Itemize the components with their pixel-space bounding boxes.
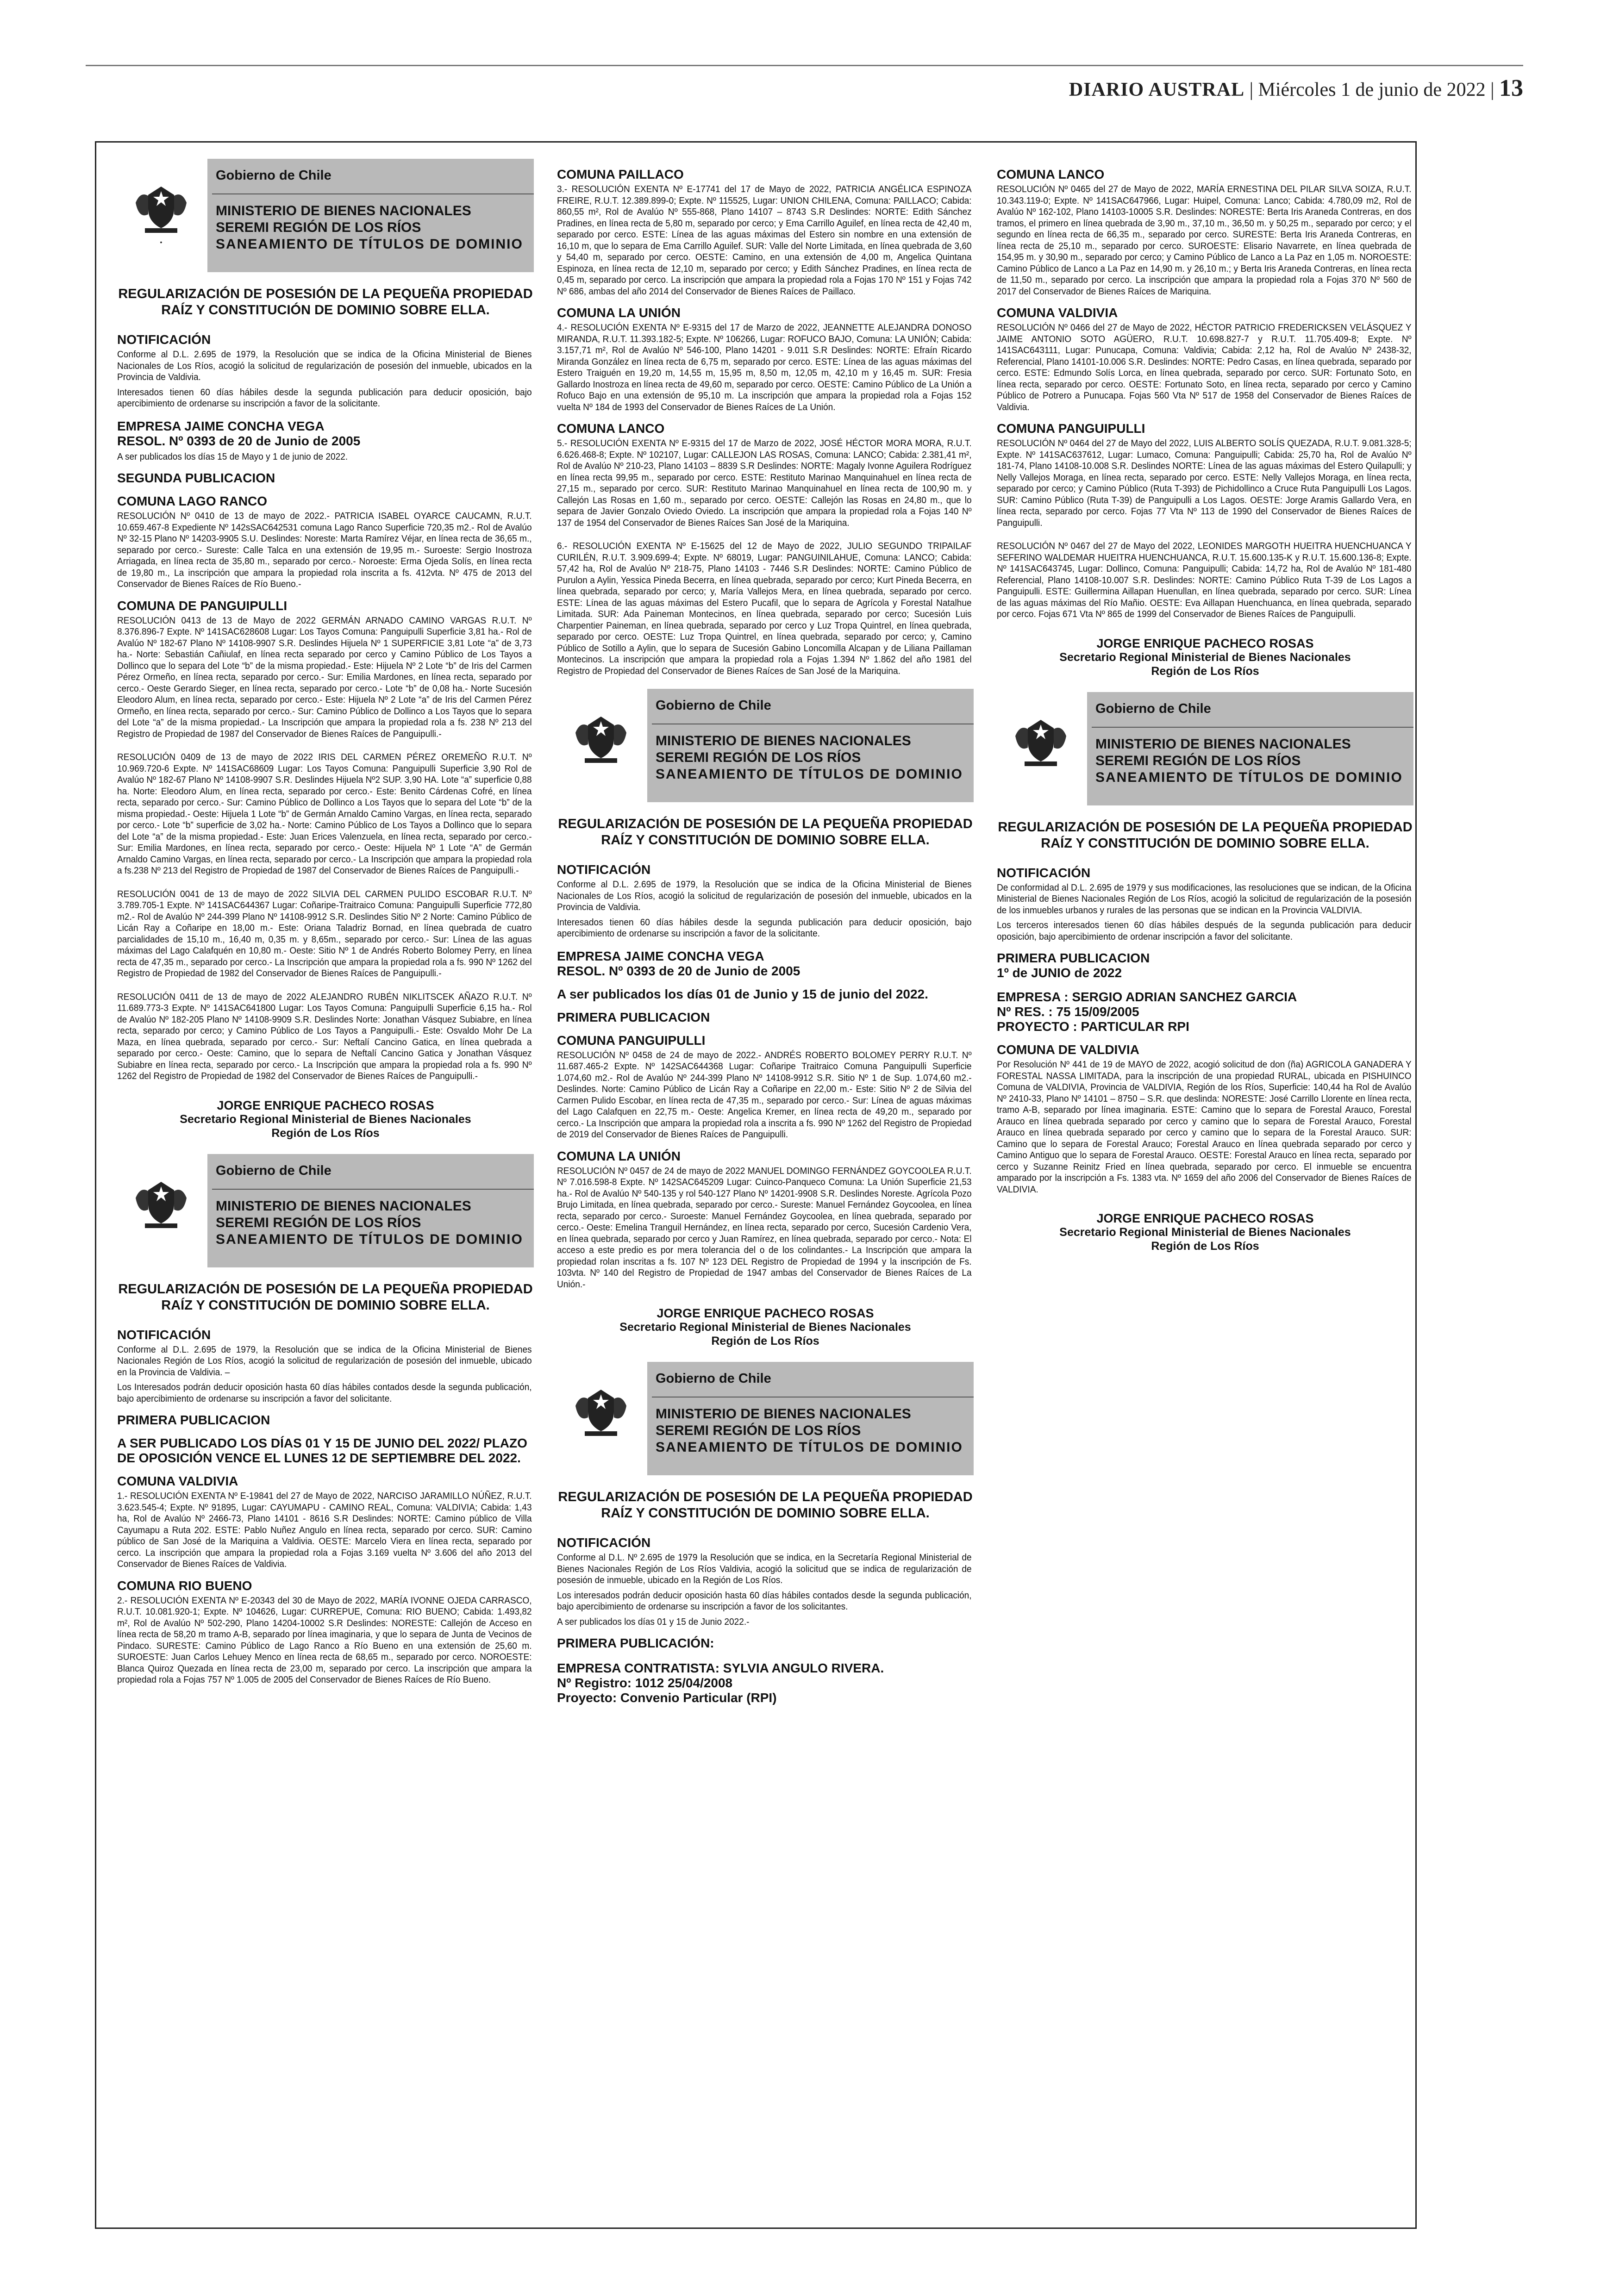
resolution-text: RESOLUCIÓN Nº 0464 del 27 de Mayo del 2022, LUIS ALBERTO SOLÍS QUEZADA, R.U.T. 9.081.328-5; Expte. Nº 141SAC637612, Lugar: Lumaco, Comuna: Panguipulli; Cabida: 25,70 ha, Rol de Avalúo Nº 181-74, Plano 14108-10.008 S.R. Deslindes NORTE: Línea de las aguas máximas del Estero Quilapulli; y Nelly Vallejos Moraga, en línea recta, separado por cerco. ESTE: Nelly Vallejos Moraga, en línea recta, separado por cerco; y Camino Público (Ruta T-393) de Pichidollinco a Cruce Ruta Panguipulli Los Lagos. SUR: Camino Público (Ruta T-39) de Panguipulli a Los Lagos. OESTE: Jorge Aramis Gallardo Vera, en línea recta, separado por cerco. Fojas 77 Vta Nº 113 de 1990 del Conservador de Bienes Raíces de Panguipulli.: [997, 438, 1412, 528]
gov-label: Gobierno de Chile: [216, 168, 331, 183]
notificacion-heading: NOTIFICACIÓN: [557, 862, 651, 877]
notificacion-heading: NOTIFICACIÓN: [997, 865, 1091, 880]
notice-intro-2: Los Interesados podrán deducir oposición hasta 60 días hábiles contados desde la segunda publicación, bajo apercibimiento de ordenarse su inscripción a favor del solicitante.: [117, 1382, 532, 1404]
comuna-heading: COMUNA PAILLACO: [557, 167, 684, 181]
resolution-text: 5.- RESOLUCIÓN EXENTA Nº E-9315 del 17 de Marzo de 2022, JOSÉ HÉCTOR MORA MORA, R.U.T. 6.626.468-8; Expte. Nº 102107, Lugar: CALLEJON LAS ROSAS, Comuna: LANCO; Cabida: 2.381,41 m², Rol de Avalúo Nº 210-23, Plano 14103 – 8839 S.R Deslindes: NORTE: Magaly Ivonne Aguilera Rodríguez en línea recta 99,95 m., separado por cerco. ESTE: Restituto Marinao Manquinahuel en línea recta de 27,15 m., separado por cerco. SUR: Restituto Marinao Manquinahuel en línea recta de 100,90 m. y Callejón Las Rosas en 1,60 m., separado por cerco. OESTE: Callejón las Rosas en 24,80 m., que lo separa de Javier Gonzalo Oviedo Oviedo. La inscripción que ampara la propiedad rola a Fojas 140 Nº 137 de 1954 del Conservador de Bienes Raíces San José de la Mariquina.: [557, 438, 972, 528]
publication-dates: A ser publicados los días 15 de Mayo y 1 de junio de 2022.: [117, 451, 348, 462]
notice-intro-2: Interesados tienen 60 días hábiles desde la segunda publicación para deducir oposición, bajo apercibimiento de ordenarse su inscripción a favor de la solicitante.: [117, 387, 532, 409]
notice-title: REGULARIZACIÓN DE POSESIÓN DE LA PEQUEÑA PROPIEDAD RAÍZ Y CONSTITUCIÓN DE DOMINIO SOBRE ELLA.: [558, 1490, 973, 1521]
notificacion-heading: NOTIFICACIÓN: [117, 332, 211, 347]
comuna-heading: COMUNA LANCO: [997, 167, 1105, 181]
resolution-text: 1.- RESOLUCIÓN EXENTA Nº E-19841 del 27 de Mayo de 2022, NARCISO JARAMILLO NÚÑEZ, R.U.T. 3.623.545-4; Expte. Nº 91895, Lugar: CAYUMAPU - CAMINO REAL, Comuna: VALDIVIA; Cabida: 1,43 ha, Rol de Avalúo Nº 2466-73, Plano 14101 - 8616 S.R Deslindes: NORTE: Camino público de Villa Cayumapu a Ruta 202. ESTE: Pablo Nuñez Angulo en línea recta, separado por cerco. SUR: Camino público de San José de la Mariquina a Valdivia. OESTE: Marcelo Viera en línea recta, separado por cerco. La inscripción que ampara la propiedad rola a Fojas 3.169 vuelta Nº 3.606 del año 2013 del Conservador de Bienes Raíces de Valdivia.: [117, 1491, 532, 1569]
column-3: [997, 159, 1413, 1267]
comuna-heading: COMUNA VALDIVIA: [117, 1474, 238, 1488]
resolution-text: RESOLUCIÓN Nº 0465 del 27 de Mayo de 2022, MARÍA ERNESTINA DEL PILAR SILVA SOIZA, R.U.T. 10.343.119-0; Expte. Nº 141SAC647966, Lugar: Huipel, Comuna: Lanco; Cabida: 4.780,09 m2, Rol de Avalúo Nº 162-102, Plano 14103-10005 S.R. Deslindes: NORESTE: Berta Iris Araneda Contreras, en dos tramos, el primero en línea quebrada de 3,90 m., 37,10 m., 36,50 m. y 50,25 m., separado por cerco; y el segundo en línea recta de 66,35 m., separado por cerco. SURESTE: Berta Iris Araneda Contreras, en línea recta de 25,10 m., separado por cerco. SUROESTE: Elisario Navarrete, en línea quebrada de 154,95 m. y 30,90 m., separado por cerco; y Camino Público de Lanco a La Paz en 1,05 m. NOROESTE: Camino Público de Lanco a La Paz en 14,90 m. y 26,10 m.; y Berta Iris Araneda Contreras, en línea recta de 11,50 m., separado por cerco. La inscripción que ampara la propiedad rola a Fojas 370 Nº 560 de 2017 del Conservador de Bienes Raíces de Mariquina.: [997, 184, 1412, 297]
publication-type: SEGUNDA PUBLICACION: [117, 471, 275, 485]
signature-block: JORGE ENRIQUE PACHECO ROSAS Secretario Regional Ministerial de Bienes Nacionales Región de Los Ríos: [1059, 1211, 1351, 1253]
chile-coat-of-arms-icon: [557, 689, 645, 802]
empresa-label: EMPRESA JAIME CONCHA VEGA RESOL. Nº 0393 de 20 de Junio de 2005: [557, 948, 800, 978]
comuna-heading: COMUNA DE PANGUIPULLI: [117, 598, 288, 613]
gov-label: Gobierno de Chile: [656, 1371, 771, 1386]
notice-title: REGULARIZACIÓN DE POSESIÓN DE LA PEQUEÑA PROPIEDAD RAÍZ Y CONSTITUCIÓN DE DOMINIO SOBRE ELLA.: [118, 287, 533, 318]
resolution-text: RESOLUCIÓN Nº 0410 de 13 de mayo de 2022.- PATRICIA ISABEL OYARCE CAUCAMN, R.U.T. 10.659.467-8 Expediente Nº 142sSAC642531 comuna Lago Ranco Superficie 720,35 m2.- Rol de Avalúo Nº 32-15 Plano Nº 14203-9905 S.U. Deslindes: Noreste: Marta Ramírez Véjar, en línea recta de 36,65 m., separado por cerco.- Sureste: Calle Talca en una extensión de 19,95 m.- Suroeste: Sergio Inostroza Arriagada, en línea recta de 35,80 m., separado por cerco.- Noroeste: Erma Ojeda Solís, en línea recta de 19,80 m., La inscripción que ampara la propiedad rola inscrita a fs. 412vta. Nº 475 de 2013 del Conservador de Bienes Raíces de Río Bueno.-: [117, 511, 532, 589]
resolution-text: 4.- RESOLUCIÓN EXENTA Nº E-9315 del 17 de Marzo de 2022, JEANNETTE ALEJANDRA DONOSO MIRANDA, R.U.T. 11.393.182-5; Expte. Nº 106266, Lugar: ROFUCO BAJO, Comuna: LA UNIÓN; Cabida: 3.157,71 m², Rol de Avalúo Nº 546-100, Plano 14201 - 9.011 S.R Deslindes: NORTE: Efraín Ricardo Miranda González en línea recta de 6,75 m, separado por cerco. ESTE: Línea de las aguas máximas del Estero Traiguén en 19,20 m, 14,55 m, 15,95 m, 8,50 m, 12,05 m, 42,10 m y 16,45 m. SUR: Fresia Gallardo Inostroza en línea recta de 49,60 m, separado por cerco. OESTE: Camino Público de La Unión a Rofuco Bajo en una extensión de 95,10 m. La inscripción que ampara la propiedad rola a Fojas 152 vuelta Nº 184 de 1993 del Conservador de Bienes Raíces de La Unión.: [557, 322, 972, 412]
publication-type: PRIMERA PUBLICACION: [117, 1413, 270, 1427]
signature-block: JORGE ENRIQUE PACHECO ROSAS Secretario Regional Ministerial de Bienes Nacionales Región de Los Ríos: [180, 1098, 471, 1140]
publication-type: PRIMERA PUBLICACION 1º de JUNIO de 2022: [997, 951, 1150, 980]
signature-block: JORGE ENRIQUE PACHECO ROSAS Secretario Regional Ministerial de Bienes Nacionales Región de Los Ríos: [619, 1306, 911, 1348]
opposition-deadline: A SER PUBLICADO LOS DÍAS 01 Y 15 DE JUNIO DEL 2022/ PLAZO DE OPOSICIÓN VENCE EL LUNES 12 DE SEPTIEMBRE DEL 2022.: [117, 1436, 527, 1465]
notice-header: [117, 1154, 534, 1267]
signature-block: JORGE ENRIQUE PACHECO ROSAS Secretario Regional Ministerial de Bienes Nacionales Región de Los Ríos: [1059, 636, 1351, 678]
notice-header: [557, 1362, 974, 1475]
header-rule: [212, 193, 534, 194]
notice-title: REGULARIZACIÓN DE POSESIÓN DE LA PEQUEÑA PROPIEDAD RAÍZ Y CONSTITUCIÓN DE DOMINIO SOBRE ELLA.: [118, 1281, 533, 1313]
comuna-heading: COMUNA PANGUIPULLI: [557, 1033, 706, 1048]
publication-type: PRIMERA PUBLICACION: [557, 1010, 710, 1024]
publication-dates: A ser publicados los días 01 y 15 de Junio 2022.-: [557, 1616, 750, 1627]
resolution-text: RESOLUCIÓN Nº 0466 del 27 de Mayo de 2022, HÉCTOR PATRICIO FREDERICKSEN VELÁSQUEZ Y JAIME ANTONIO SOTO AGÜERO, R.U.T. 10.698.827-7 y R.U.T. 11.705.409-8; Expte. Nº 141SAC643111, Lugar: Punucapa, Comuna: Valdivia; Cabida: 2,12 ha, Rol de Avalúo Nº 2438-32, Referencial, Plano 14101-10.006 S.R. Deslindes: NORTE: Pedro Casas, en línea quebrada, separado por cerco. ESTE: Edmundo Solís Lorca, en línea quebrada, separado por cerco. SUR: Fortunato Soto, en línea recta, separado por cerco. OESTE: Fortunato Soto, en línea recta, separado por cerco y Camino Público de Potrero a Punucapa. Fojas 560 Vta Nº 517 de 1958 del Conservador de Bienes Raíces de Valdivia.: [997, 322, 1412, 412]
ministry-label: MINISTERIO DE BIENES NACIONALES SEREMI REGIÓN DE LOS RÍOS: [1095, 736, 1351, 768]
notice-intro: De conformidad al D.L. 2.695 de 1979 y sus modificaciones, las resoluciones que se indican, de la Oficina Ministerial de Bienes Nacionales Región de Los Ríos, acogió la solicitud de regularización de la posesión de los inmuebles urbanos y rurales de las personas que se indican en la Provincia VALDIVIA.: [997, 882, 1412, 916]
contractor-info: EMPRESA CONTRATISTA: SYLVIA ANGULO RIVERA. Nº Registro: 1012 25/04/2008 Proyecto: Convenio Particular (RPI): [557, 1661, 884, 1705]
notice-intro: Conforme al D.L. Nº 2.695 de 1979 la Resolución que se indica, en la Secretaría Regional Ministerial de Bienes Nacionales Región de Los Ríos Valdivia, acogió la solicitud que se indica de regularización de posesión de inmueble, ubicado en la Región de Los Ríos.: [557, 1552, 972, 1585]
resolution-text: 2.- RESOLUCIÓN EXENTA Nº E-20343 del 30 de Mayo de 2022, MARÍA IVONNE OJEDA CARRASCO, R.U.T. 10.081.920-1; Expte. Nº 104626, Lugar: CURREPUE, Comuna: RIO BUENO; Cabida: 1.493,82 m², Rol de Avalúo Nº 502-290, Plano 14204-10002 S.R Deslindes: NORESTE: Callejón de Acceso en línea recta de 58,20 m tramo A-B, separado por línea imaginaria, y que lo separa de Junta de Vecinos de Pindaco. SURESTE: Camino Público de Lago Ranco a Río Bueno en una extensión de 25,60 m. SUROESTE: Juan Carlos Lehuey Menco en línea recta de 68,65 m., separado por cerco. NOROESTE: Blanca Quiroz Quezada en línea recta de 23,00 m, separado por cerco. La inscripción que ampara la propiedad rola a Fojas 757 Nº 1.005 de 2005 del Conservador de Bienes Raíces de Río Bueno.: [117, 1595, 532, 1685]
notice-intro-2: Interesados tienen 60 días hábiles desde la segunda publicación para deducir oposición, bajo apercibimiento de ordenarse su inscripción a favor de la solicitante.: [557, 917, 972, 939]
resolution-text: RESOLUCIÓN Nº 0457 de 24 de mayo de 2022 MANUEL DOMINGO FERNÁNDEZ GOYCOOLEA R.U.T. Nº 7.016.598-8 Expte. Nº 142SAC645209 Lugar: Cuinco-Panqueco Comuna: La Unión Superficie 21,53 ha.- Rol de Avalúo Nº 540-135 y rol 540-127 Plano Nº 14201-9908 S.R. Deslindes Noreste. Agrícola Pozo Brujo Limitada, en línea quebrada, separado por cerco.- Sureste: Manuel Fernández Goycoolea, en línea recta, separado por cerco.- Suroeste: Manuel Fernández Goycoolea, en línea quebrada, separado por cerco.- Oeste: Emelina Tranguil Hernández, en línea recta, separado por cerco, Sucesión Cardenio Vera, en línea quebrada, separado por cerco y Juan Ramírez, en línea quebrada, separado por cerco.- Nota: El acceso a este predio es por mera tolerancia del o de los colindantes.- La Inscripción que ampara la propiedad rolan inscritas a fs. 107 Nº 123 DEL Registro de Propiedad de 1994 y la inscripción de Fs. 103vta. Nº 140 del Registro de Propiedad de 1947 ambas del Conservador de Bienes Raíces de La Unión.-: [557, 1165, 972, 1290]
empresa-label: EMPRESA : SERGIO ADRIAN SANCHEZ GARCIA Nº RES. : 75 15/09/2005 PROYECTO : PARTICULAR RPI: [997, 990, 1297, 1034]
header-rule: [1092, 727, 1413, 728]
notice-header: [117, 159, 534, 272]
page-number: 13: [1499, 75, 1523, 101]
ministry-label: MINISTERIO DE BIENES NACIONALES SEREMI REGIÓN DE LOS RÍOS: [216, 203, 471, 235]
gov-label: Gobierno de Chile: [1095, 701, 1211, 716]
column-2: [557, 159, 974, 1707]
notificacion-heading: NOTIFICACIÓN: [117, 1327, 211, 1342]
header-band: [1087, 692, 1413, 805]
gov-label: Gobierno de Chile: [216, 1163, 331, 1178]
comuna-heading: COMUNA DE VALDIVIA: [997, 1042, 1139, 1057]
comuna-heading: COMUNA LANCO: [557, 421, 665, 436]
chile-coat-of-arms-icon: [557, 1362, 645, 1475]
saneamiento-label: SANEAMIENTO DE TÍTULOS DE DOMINIO: [656, 1440, 963, 1455]
comuna-heading: COMUNA VALDIVIA: [997, 306, 1118, 320]
resolution-text: RESOLUCIÓN 0041 de 13 de mayo de 2022 SILVIA DEL CARMEN PULIDO ESCOBAR R.U.T. Nº 3.789.705-1 Expte. Nº 141SAC644367 Lugar: Coñaripe-Traitraico Comuna: Panguipulli Superficie 772,80 m2.- Rol de Avalúo Nº 244-399 Plano Nº 14108-9912 S.R. Deslindes Sitio Nº 2 Norte: Camino Público de Licán Ray a Coñaripe en 18,00 m.- Este: Oriana Taladriz Bornad, en línea quebrada de cuatro parcialidades de 15,10 m., 16,40 m, 0,35 m. y 8,65m., separado por cerco.- Sur: Línea de las aguas máximas del Lago Calafquén en 10,80 m.- Oeste: Sitio Nº 1 de Andrés Roberto Bolomey Perry, en línea recta de 47,35 m., separado por cerco.- La Inscripción que ampara la propiedad rola a fs. 990 Nº 1262 del Registro de Propiedad de 1982 del Conservador de Bienes Raíces de Panguipulli.-: [117, 888, 532, 979]
ministry-label: MINISTERIO DE BIENES NACIONALES SEREMI REGIÓN DE LOS RÍOS: [656, 1406, 911, 1438]
ministry-label: MINISTERIO DE BIENES NACIONALES SEREMI REGIÓN DE LOS RÍOS: [656, 733, 911, 765]
notificacion-heading: NOTIFICACIÓN: [557, 1535, 651, 1550]
comuna-heading: COMUNA RIO BUENO: [117, 1578, 252, 1593]
gov-label: Gobierno de Chile: [656, 698, 771, 713]
comuna-heading: COMUNA LAGO RANCO: [117, 494, 268, 508]
masthead-line: DIARIO AUSTRAL | Miércoles 1 de junio de 2022 | 13: [1069, 75, 1523, 101]
header-band: [207, 159, 534, 272]
resolution-text: RESOLUCIÓN 0411 de 13 de mayo de 2022 ALEJANDRO RUBÉN NIKLITSCEK AÑAZO R.U.T. Nº 11.689.773-3 Expte. Nº 141SAC641800 Lugar: Los Tayos Comuna: Panguipulli Superficie 6,15 ha.- Rol de Avalúo Nº 182-205 Plano Nº 14108-9909 S.R. Deslindes Norte: Jonathan Vásquez Subiabre, en línea recta, separado por cerco; y Camino Público de Los Tayos a Panguipulli.- Este: Osvaldo Mohr De La Maza, en línea quebrada, separado por cerco.- Sur: Neftalí Cancino Gatica, en línea quebrada a separado por cerco.- Oeste: Camino, que lo separa de Neftalí Cancino Gatica y Jonathan Vásquez Subiabre en línea recta, separado por cerco.- La Inscripción que ampara la propiedad rola a fs. 990 Nº 1262 del Registro de Propiedad de 1982 del Conservador de Bienes Raíces de Panguipulli.-: [117, 991, 532, 1081]
notice-header: [997, 692, 1413, 805]
resolution-text: RESOLUCIÓN 0413 de 13 de Mayo de 2022 GERMÁN ARNADO CAMINO VARGAS R.U.T. Nº 8.376.896-7 Expte. Nº 141SAC628608 Lugar: Los Tayos Comuna: Panguipulli Superficie 3,81 ha.- Rol de Avalúo Nº 182-67 Plano Nº 14108-9907 S.R. Deslindes Hijuela Nº 1 SUPERFICIE 3,81 Lote “a” de 3,73 ha.- Norte: Sebastián Cañiulaf, en línea recta separado por cerco y Camino Público de Los Tayos a Dollinco que lo separa del Lote “b” de la misma propiedad.- Este: Hijuela Nº 2 Lote “b” de Iris del Carmen Pérez Ormeño, en línea recta, separado por cerco.- Sur: Emilia Mardones, en línea recta, separado por cerco.- Oeste Gerardo Sieger, en línea recta, separado por cerco.- Lote “b” de 0,08 ha.- Norte Sucesión Eleodoro Alum, en línea recta, separado por cerco.- Este: Hijuela Nº 2 Lote “a” de Iris del Carmen Pérez Ormeño, en línea recta, separado por cerco.- Sur: Camino Público de Dollinco a Los Tayos que lo separa del Lote “a” de la misma propiedad.- La Inscripción que ampara la propiedad rola a fs. 238 Nº 213 del Registro de Propiedad de 1987 del Conservador de Bienes Raíces de Panguipulli.-: [117, 615, 532, 739]
empresa-label: EMPRESA JAIME CONCHA VEGA RESOL. Nº 0393 de 20 de Junio de 2005: [117, 418, 361, 448]
svg-text:•: •: [160, 238, 163, 246]
header-band: [207, 1154, 534, 1267]
comuna-heading: COMUNA PANGUIPULLI: [997, 421, 1145, 436]
notice-intro-2: Los terceros interesados tienen 60 días hábiles después de la segunda publicación para deducir oposición, bajo apercibimiento de ordenar inscripción a favor del solicitante.: [997, 920, 1412, 942]
notice-intro: Conforme al D.L. 2.695 de 1979, la Resolución que se indica de la Oficina Ministerial de Bienes Nacionales de Los Ríos, acogió la solicitud de regularización de posesión del inmueble, ubicados en la Provincia de Valdivia.: [557, 879, 972, 912]
publication-dates: A ser publicados los días 01 de Junio y 15 de junio del 2022.: [557, 986, 928, 1001]
header-band: [647, 1362, 974, 1475]
resolution-text: 6.- RESOLUCIÓN EXENTA Nº E-15625 del 12 de Mayo de 2022, JULIO SEGUNDO TRIPAILAF CURILÉN, R.U.T. 3.909.699-4; Expte. Nº 68019, Lugar: PANGUINILAHUE, Comuna: LANCO; Cabida: 57,42 ha, Rol de Avalúo Nº 218-75, Plano 14103 - 7446 S.R Deslindes: NORTE: Camino Público de Purulon a Aylin, Yessica Pineda Becerra, en línea quebrada, separado por cerco; Kurt Pineda Becerra, en línea quebrada, separado por cerco; y, María Vallejos Mera, en línea quebrada, separado por cerco. ESTE: Línea de las aguas máximas del Estero Pucafil, que lo separa de Agrícola y Forestal Natalhue Limitada. SUR: Ada Paineman Montecinos, en línea quebrada, separado por cerco; Sucesión Luis Charpentier Paineman, en línea quebrada, separado por cerco y Luz Tropa Quintrel, en línea quebrada, separado por cerco. OESTE: Luz Tropa Quintrel, en línea quebrada, separado por cerco; y, Camino Público de Sotillo a Aylin, que lo separa de Sucesión Gabino Loncomilla Alcapan y de Liliana Paillaman Montecinos. La inscripción que ampara la propiedad rola a Fojas 1.394 Nº 1.862 del año 1981 del Registro de Propiedad del Conservador de Bienes Raíces de San José de la Mariquina.: [557, 541, 972, 676]
comuna-heading: COMUNA LA UNIÓN: [557, 1148, 681, 1163]
saneamiento-label: SANEAMIENTO DE TÍTULOS DE DOMINIO: [1095, 769, 1403, 785]
resolution-text: RESOLUCIÓN 0409 de 13 de mayo de 2022 IRIS DEL CARMEN PÉREZ OREMEÑO R.U.T. Nº 10.969.720-6 Expte. Nº 141SAC68609 Lugar: Los Tayos Comuna: Panguipulli Superficie 3,90 Rol de Avalúo Nº 182-67 Plano Nº 14108-9907 S.R. Deslindes Hijuela Nº2 SUP. 3,90 HA. Lote “a” superficie 0,88 ha. Norte: Eleodoro Alum, en línea recta, separado por cerco.- Este: Benito Cárdenas Cofré, en línea recta, separado por cerco.- Sur: Camino Público de Dollinco a Los Tayos que lo separa del Lote “b” de la misma propiedad.- Oeste: Hijuela 1 Lote “b” de Germán Arnaldo Camino Vargas, en línea recta, separado por cerco.- Lote “b” superficie de 3,02 ha.- Norte: Camino Público de Los Tayos a Dollinco que lo separa del Lote “a” de la misma propiedad.- Este: Juan Erices Valenzuela, en línea recta, separado por cerco.- Sur: Emilia Mardones, en línea recta, separado por cerco.- Oeste: Hijuela Nº 1 Lote “A” de Germán Arnaldo Camino Vargas, en línea recta, separado por cerco.- La Inscripción que ampara la propiedad rola a fs.238 Nº 213 del Registro de Propiedad de 1987 del Conservador de Bienes Raíces de Panguipulli.-: [117, 752, 532, 876]
comuna-heading: COMUNA LA UNIÓN: [557, 306, 681, 320]
chile-coat-of-arms-icon: [997, 692, 1085, 805]
chile-coat-of-arms-icon: [117, 1154, 205, 1267]
notice-intro: Conforme al D.L. 2.695 de 1979, la Resolución que se indica de la Oficina Ministerial de Bienes Nacionales Región de Los Ríos, acogió la solicitud de regularización de posesión del inmueble, ubicado en la Provincia de Valdivia. –: [117, 1344, 532, 1378]
issue-date: Miércoles 1 de junio de 2022: [1258, 79, 1486, 100]
notices-panel: [95, 141, 1417, 2229]
saneamiento-label: SANEAMIENTO DE TÍTULOS DE DOMINIO: [216, 237, 523, 252]
masthead: [86, 65, 1523, 103]
header-rule: [212, 1189, 534, 1190]
resolution-text: 3.- RESOLUCIÓN EXENTA Nº E-17741 del 17 de Mayo de 2022, PATRICIA ANGÉLICA ESPINOZA FREIRE, R.U.T. 12.389.899-0; Expte. Nº 115525, Lugar: UNION CHILENA, Comuna: PAILLACO; Cabida: 860,55 m², Rol de Avalúo Nº 555-868, Plano 14107 – 8743 S.R Deslindes: NORTE: Edith Sánchez Pradines, en línea recta de 5,80 m, separado por cerco; y Ema Carrillo Aguilef, en línea recta de 42,40 m, separado por cerco. ESTE: Línea de las aguas máximas del Estero sin nombre en una extensión de 16,10 m, que lo separa de Ema Carrillo Aguilef. SUR: Valle del Norte Limitada, en línea quebrada de 3,60 y 54,40 m, separado por cerco. OESTE: Camino, en una extensión de 4,00 m, Angelica Quintana Espinoza, en línea recta de 12,10 m, separado por cerco; y Edith Sánchez Pradines, en línea recta de 0,45 m, separado por cerco. La inscripción que ampara la propiedad rola a Fojas 170 Nº 151 y Fojas 742 Nº 686, ambas del año 2014 del Conservador de Bienes Raíces de Paillaco.: [557, 184, 972, 297]
header-rule: [652, 1397, 974, 1398]
column-1: [117, 159, 534, 1690]
notice-intro: Conforme al D.L. 2.695 de 1979, la Resolución que se indica de la Oficina Ministerial de Bienes Nacionales de Los Ríos, acogió la solicitud de regularización de posesión del inmueble, ubicados en la Provincia de Valdivia.: [117, 349, 532, 382]
ministry-label: MINISTERIO DE BIENES NACIONALES SEREMI REGIÓN DE LOS RÍOS: [216, 1198, 471, 1230]
notice-intro-2: Los interesados podrán deducir oposición hasta 60 días hábiles contados desde la segunda publicación, bajo apercibimiento de ordenarse su inscripción a favor de los solicitantes.: [557, 1590, 972, 1612]
notice-header: [557, 689, 974, 802]
saneamiento-label: SANEAMIENTO DE TÍTULOS DE DOMINIO: [216, 1231, 523, 1247]
header-band: [647, 689, 974, 802]
resolution-text: RESOLUCIÓN Nº 0467 del 27 de Mayo del 2022, LEONIDES MARGOTH HUEITRA HUENCHUANCA Y SEFERINO WALDEMAR HUEITRA HUENCHUANCA, R.U.T. 15.600.135-K y R.U.T. 15.600.136-8; Expte. Nº 141SAC643745, Lugar: Dollinco, Comuna: Panguipulli; Cabida: 14,72 ha, Rol de Avalúo Nº 181-480 Referencial, Plano 14108-10.007 S.R. Deslindes: NORTE: Camino Público Ruta T-39 de Los Lagos a Panguipulli. ESTE: Guillermina Aillapan Huenullan, en línea quebrada, separado por cerco. SUR: Línea de las aguas máximas del Río Mañio. OESTE: Eva Aillapan Huenchuanca, en línea quebrada, separado por cerco. Fojas 671 Vta Nº 865 de 1999 del Conservador de Bienes Raíces de Panguipulli.: [997, 541, 1412, 619]
resolution-text: RESOLUCIÓN Nº 0458 de 24 de mayo de 2022.- ANDRÉS ROBERTO BOLOMEY PERRY R.U.T. Nº 11.687.465-2 Expte. Nº 142SAC644368 Lugar: Coñaripe Traitraico Comuna Panguipulli Superficie 1.074,60 m2.- Rol de Avalúo Nº 244-399 Plano Nº 14108-9912 S.R. Sitio Nº 1 de Sup. 1.074,60 m2.- Deslindes. Norte: Camino Público de Licán Ray a Coñaripe en 22,00 m.- Este: Sitio Nº 2 de Silvia del Carmen Pulido Escobar, en línea recta de 47,35 m., separado por cerco.- Sur: Línea de aguas máximas del Lago Calafquen en 22,75 m.- Oeste: Angelica Kremer, en línea recta de 49,20 m., separado por cerco.- La Inscripción que ampara la propiedad rola a inscrita a fs. 990 Nº 1262 del Registro de Propiedad de 2019 del Conservador de Bienes Raíces de Panguipulli.: [557, 1049, 972, 1140]
notice-title: REGULARIZACIÓN DE POSESIÓN DE LA PEQUEÑA PROPIEDAD RAÍZ Y CONSTITUCIÓN DE DOMINIO SOBRE ELLA.: [998, 819, 1413, 851]
paper-name: DIARIO AUSTRAL: [1069, 79, 1245, 100]
resolution-text: Por Resolución Nº 441 de 19 de MAYO de 2022, acogió solicitud de don (ña) AGRICOLA GANADERA Y FORESTAL NASSA LIMITADA, para la inscripción de una propiedad RURAL, ubicada en PISHUINCO Comuna de VALDIVIA, Provincia de VALDIVIA, Región de los Ríos, Superficie: 140,44 ha Rol de Avalúo Nº 2410-33, Plano Nº 14101 – 8750 – S.R. que deslinda: NORESTE: José Carrillo Llorente en línea recta, tramo A-B, separado por línea imaginaria. ESTE: Camino que lo separa de Forestal Arauco, Forestal Arauco en línea quebrada separado por cerco y camino que lo separa de Forestal Arauco, Forestal Arauco en línea quebrada separado por cerco y camino que lo separa de la Forestal Arauco. SUR: Camino que lo separa de Forestal Arauco; Forestal Arauco en línea quebrada separado por cerco y Camino Antiguo que lo separa de Forestal Arauco. OESTE: Forestal Arauco en línea recta, separado por cerco y Suzanne Reinitz Fried en línea quebrada, separado por cerco. El inmueble se encuentra amparado por la inscripción a Fs. 1383 vta. Nº 1659 del año 2006 del Conservador de Bienes Raíces de VALDIVIA.: [997, 1059, 1412, 1195]
publication-type: PRIMERA PUBLICACIÓN:: [557, 1636, 714, 1650]
saneamiento-label: SANEAMIENTO DE TÍTULOS DE DOMINIO: [656, 767, 963, 782]
notice-title: REGULARIZACIÓN DE POSESIÓN DE LA PEQUEÑA PROPIEDAD RAÍZ Y CONSTITUCIÓN DE DOMINIO SOBRE ELLA.: [558, 817, 973, 848]
chile-coat-of-arms-icon: [117, 159, 205, 272]
